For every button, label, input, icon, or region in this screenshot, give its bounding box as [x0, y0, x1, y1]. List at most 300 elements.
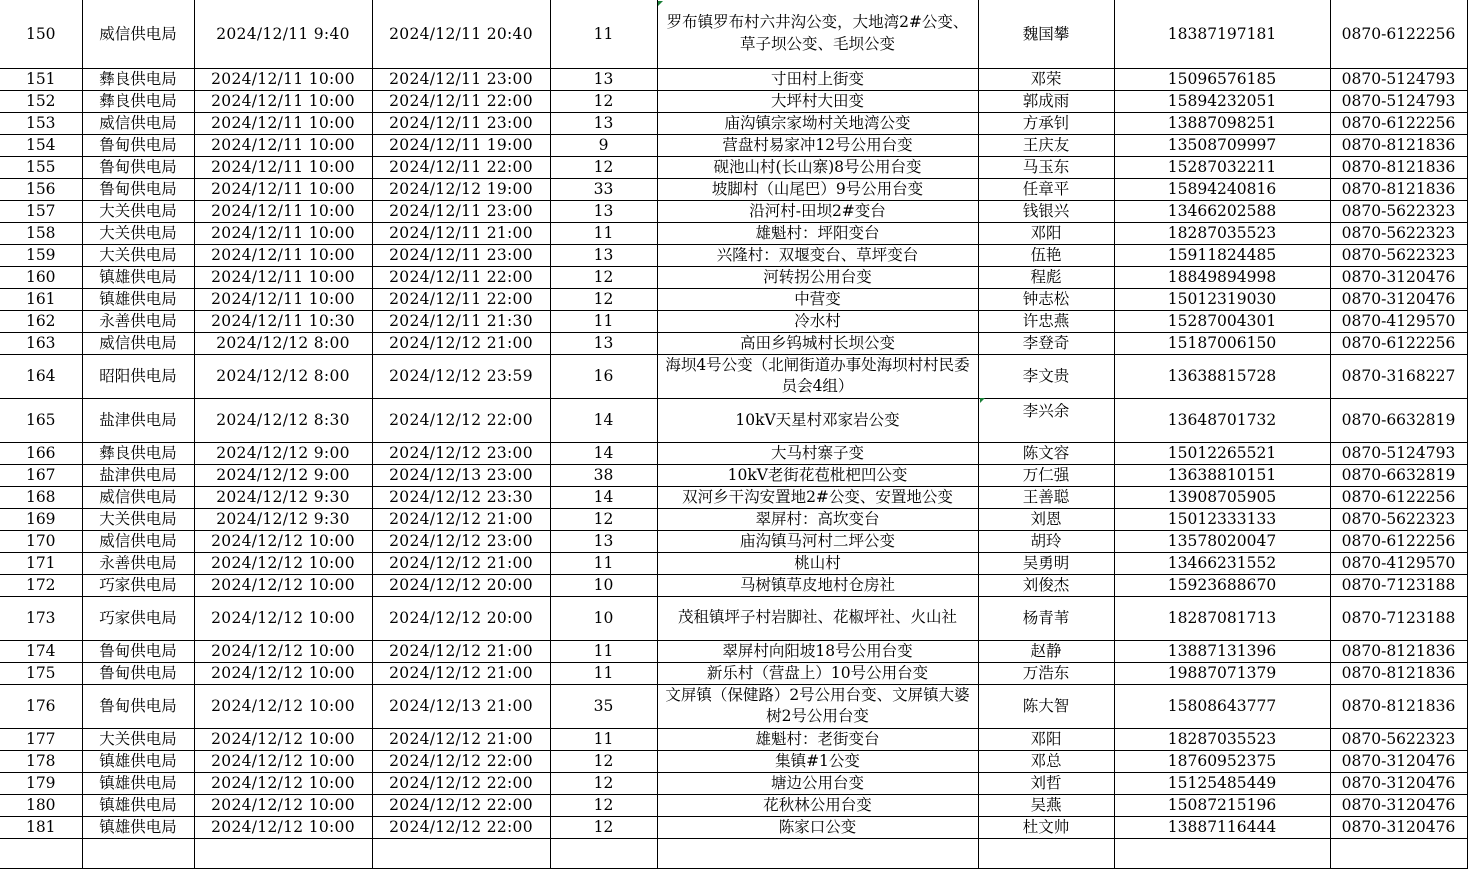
end-time-cell: 2024/12/11 22:00: [372, 288, 550, 310]
outage-area-cell: 庙沟镇宗家坳村关地湾公变: [657, 112, 978, 134]
table-row: [0, 442, 1467, 464]
end-time-cell: 2024/12/12 20:00: [372, 596, 550, 640]
start-time-cell: 2024/12/11 10:00: [194, 288, 372, 310]
outage-area-cell: 集镇#1公变: [657, 750, 978, 772]
end-time-cell: 2024/12/12 23:59: [372, 354, 550, 398]
office-phone-cell: 0870-8121836: [1330, 640, 1467, 662]
end-time-cell: 2024/12/11 22:00: [372, 266, 550, 288]
outage-area-cell: 文屏镇（保健路）2号公用台变、文屏镇大婆树2号公用台变: [657, 684, 978, 728]
power-bureau-cell: 镇雄供电局: [82, 288, 194, 310]
mobile-number-cell: 15012319030: [1114, 288, 1330, 310]
contact-person-cell: 邓荣: [978, 68, 1114, 90]
power-bureau-cell: 永善供电局: [82, 552, 194, 574]
cell-comment-marker: [658, 1, 663, 6]
duration-hours-cell: 11: [550, 0, 657, 68]
end-time-cell: 2024/12/13 23:00: [372, 464, 550, 486]
duration-hours-cell: 13: [550, 530, 657, 552]
empty-cell: [0, 838, 82, 868]
start-time-cell: 2024/12/12 8:30: [194, 398, 372, 442]
table-row: [0, 486, 1467, 508]
power-bureau-cell: 威信供电局: [82, 332, 194, 354]
office-phone-cell: 0870-5124793: [1330, 68, 1467, 90]
power-bureau-cell: 大关供电局: [82, 728, 194, 750]
start-time-cell: 2024/12/11 10:00: [194, 112, 372, 134]
contact-person-cell: 许忠燕: [978, 310, 1114, 332]
duration-hours-cell: 13: [550, 200, 657, 222]
mobile-number-cell: 18287035523: [1114, 728, 1330, 750]
contact-person-cell: 郭成雨: [978, 90, 1114, 112]
table-row: [0, 684, 1467, 728]
start-time-cell: 2024/12/12 10:00: [194, 816, 372, 838]
contact-person-cell: 吴勇明: [978, 552, 1114, 574]
row-number-cell: 175: [0, 662, 82, 684]
start-time-cell: 2024/12/11 9:40: [194, 0, 372, 68]
table-row: [0, 310, 1467, 332]
outage-area-cell: 马树镇草皮地村仓房社: [657, 574, 978, 596]
row-number-cell: 169: [0, 508, 82, 530]
end-time-cell: 2024/12/12 22:00: [372, 772, 550, 794]
table-row: [0, 134, 1467, 156]
duration-hours-cell: 11: [550, 222, 657, 244]
mobile-number-cell: 13638810151: [1114, 464, 1330, 486]
power-bureau-cell: 大关供电局: [82, 222, 194, 244]
start-time-cell: 2024/12/11 10:00: [194, 68, 372, 90]
duration-hours-cell: 38: [550, 464, 657, 486]
end-time-cell: 2024/12/11 22:00: [372, 90, 550, 112]
outage-area-cell: 罗布镇罗布村六井沟公变，大地湾2#公变、草子坝公变、毛坝公变: [657, 0, 978, 68]
outage-area-cell: 海坝4号公变（北闸街道办事处海坝村村民委员会4组）: [657, 354, 978, 398]
outage-area-cell: 花秋林公用台变: [657, 794, 978, 816]
office-phone-cell: 0870-5622323: [1330, 728, 1467, 750]
start-time-cell: 2024/12/12 10:00: [194, 640, 372, 662]
mobile-number-cell: 15911824485: [1114, 244, 1330, 266]
table-row: [0, 772, 1467, 794]
row-number-cell: 170: [0, 530, 82, 552]
mobile-number-cell: 15187006150: [1114, 332, 1330, 354]
row-number-cell: 164: [0, 354, 82, 398]
mobile-number-cell: 15808643777: [1114, 684, 1330, 728]
power-bureau-cell: 鲁甸供电局: [82, 662, 194, 684]
office-phone-cell: 0870-6632819: [1330, 464, 1467, 486]
office-phone-cell: 0870-6122256: [1330, 332, 1467, 354]
duration-hours-cell: 12: [550, 772, 657, 794]
outage-area-cell: 陈家口公变: [657, 816, 978, 838]
table-row: [0, 728, 1467, 750]
row-number-cell: 157: [0, 200, 82, 222]
table-row: [0, 750, 1467, 772]
mobile-number-cell: 13908705905: [1114, 486, 1330, 508]
row-number-cell: 181: [0, 816, 82, 838]
power-bureau-cell: 鲁甸供电局: [82, 640, 194, 662]
outage-area-cell: 翠屏村：高坎变台: [657, 508, 978, 530]
row-number-cell: 176: [0, 684, 82, 728]
outage-area-cell: 新乐村（营盘上）10号公用台变: [657, 662, 978, 684]
mobile-number-cell: 18287035523: [1114, 222, 1330, 244]
office-phone-cell: 0870-5124793: [1330, 90, 1467, 112]
row-number-cell: 166: [0, 442, 82, 464]
contact-person-cell: 刘恩: [978, 508, 1114, 530]
contact-person-cell: 李文贵: [978, 354, 1114, 398]
row-number-cell: 154: [0, 134, 82, 156]
duration-hours-cell: 11: [550, 640, 657, 662]
power-bureau-cell: 镇雄供电局: [82, 750, 194, 772]
table-row: [0, 200, 1467, 222]
end-time-cell: 2024/12/11 19:00: [372, 134, 550, 156]
power-bureau-cell: 威信供电局: [82, 112, 194, 134]
power-bureau-cell: 彝良供电局: [82, 68, 194, 90]
end-time-cell: 2024/12/11 23:00: [372, 244, 550, 266]
office-phone-cell: 0870-7123188: [1330, 596, 1467, 640]
power-bureau-cell: 威信供电局: [82, 0, 194, 68]
outage-area-cell: 中营变: [657, 288, 978, 310]
table-row: [0, 68, 1467, 90]
table-row: [0, 816, 1467, 838]
end-time-cell: 2024/12/11 20:40: [372, 0, 550, 68]
row-number-cell: 173: [0, 596, 82, 640]
mobile-number-cell: 13578020047: [1114, 530, 1330, 552]
mobile-number-cell: 15287032211: [1114, 156, 1330, 178]
office-phone-cell: 0870-6122256: [1330, 0, 1467, 68]
end-time-cell: 2024/12/12 21:00: [372, 508, 550, 530]
power-bureau-cell: 威信供电局: [82, 530, 194, 552]
row-number-cell: 161: [0, 288, 82, 310]
row-number-cell: 180: [0, 794, 82, 816]
contact-person-cell: 刘哲: [978, 772, 1114, 794]
empty-cell: [1330, 838, 1467, 868]
contact-person-cell: 程彪: [978, 266, 1114, 288]
table-row: [0, 794, 1467, 816]
table-row: [0, 222, 1467, 244]
outage-area-cell: 庙沟镇马河村二坪公变: [657, 530, 978, 552]
start-time-cell: 2024/12/11 10:00: [194, 156, 372, 178]
duration-hours-cell: 35: [550, 684, 657, 728]
contact-person-cell: 陈文容: [978, 442, 1114, 464]
contact-person-cell: 杜文帅: [978, 816, 1114, 838]
mobile-number-cell: 18849894998: [1114, 266, 1330, 288]
end-time-cell: 2024/12/12 21:00: [372, 552, 550, 574]
office-phone-cell: 0870-7123188: [1330, 574, 1467, 596]
end-time-cell: 2024/12/12 23:00: [372, 530, 550, 552]
table-row: [0, 508, 1467, 530]
office-phone-cell: 0870-3120476: [1330, 750, 1467, 772]
contact-person-cell: 陈大智: [978, 684, 1114, 728]
table-row: [0, 354, 1467, 398]
outage-area-cell: 营盘村易家冲12号公用台变: [657, 134, 978, 156]
row-number-cell: 168: [0, 486, 82, 508]
duration-hours-cell: 11: [550, 552, 657, 574]
office-phone-cell: 0870-6122256: [1330, 486, 1467, 508]
table-row: [0, 178, 1467, 200]
row-number-cell: 162: [0, 310, 82, 332]
contact-person-cell: 钟志松: [978, 288, 1114, 310]
outage-area-cell: 大马村寨子变: [657, 442, 978, 464]
office-phone-cell: 0870-5622323: [1330, 508, 1467, 530]
contact-person-cell: 伍艳: [978, 244, 1114, 266]
duration-hours-cell: 12: [550, 90, 657, 112]
row-number-cell: 160: [0, 266, 82, 288]
end-time-cell: 2024/12/12 21:00: [372, 728, 550, 750]
end-time-cell: 2024/12/11 23:00: [372, 68, 550, 90]
mobile-number-cell: 18760952375: [1114, 750, 1330, 772]
duration-hours-cell: 10: [550, 574, 657, 596]
duration-hours-cell: 11: [550, 310, 657, 332]
table-row: [0, 552, 1467, 574]
office-phone-cell: 0870-3120476: [1330, 266, 1467, 288]
office-phone-cell: 0870-6122256: [1330, 112, 1467, 134]
mobile-number-cell: 15894232051: [1114, 90, 1330, 112]
office-phone-cell: 0870-3120476: [1330, 794, 1467, 816]
contact-person-cell: 钱银兴: [978, 200, 1114, 222]
start-time-cell: 2024/12/12 8:00: [194, 332, 372, 354]
outage-area-cell: 塘边公用台变: [657, 772, 978, 794]
contact-person-cell: 胡玲: [978, 530, 1114, 552]
end-time-cell: 2024/12/12 21:00: [372, 640, 550, 662]
table-row: [0, 398, 1467, 442]
empty-cell: [194, 838, 372, 868]
outage-area-cell: 坡脚村（山尾巴）9号公用台变: [657, 178, 978, 200]
duration-hours-cell: 9: [550, 134, 657, 156]
power-bureau-cell: 彝良供电局: [82, 442, 194, 464]
contact-person-cell: 万浩东: [978, 662, 1114, 684]
outage-area-cell: 兴隆村：双堰变台、草坪变台: [657, 244, 978, 266]
start-time-cell: 2024/12/11 10:00: [194, 178, 372, 200]
end-time-cell: 2024/12/11 21:00: [372, 222, 550, 244]
office-phone-cell: 0870-8121836: [1330, 156, 1467, 178]
table-row: [0, 266, 1467, 288]
power-bureau-cell: 鲁甸供电局: [82, 156, 194, 178]
duration-hours-cell: 12: [550, 750, 657, 772]
mobile-number-cell: 13638815728: [1114, 354, 1330, 398]
start-time-cell: 2024/12/11 10:00: [194, 244, 372, 266]
office-phone-cell: 0870-8121836: [1330, 662, 1467, 684]
end-time-cell: 2024/12/11 21:30: [372, 310, 550, 332]
row-number-cell: 167: [0, 464, 82, 486]
duration-hours-cell: 33: [550, 178, 657, 200]
office-phone-cell: 0870-8121836: [1330, 684, 1467, 728]
table-row: [0, 244, 1467, 266]
outage-area-cell: 10kV老街花苞枇杷凹公变: [657, 464, 978, 486]
office-phone-cell: 0870-5622323: [1330, 222, 1467, 244]
mobile-number-cell: 13887116444: [1114, 816, 1330, 838]
contact-person-cell: 吴燕: [978, 794, 1114, 816]
mobile-number-cell: 13648701732: [1114, 398, 1330, 442]
row-number-cell: 156: [0, 178, 82, 200]
end-time-cell: 2024/12/12 19:00: [372, 178, 550, 200]
start-time-cell: 2024/12/12 10:00: [194, 684, 372, 728]
end-time-cell: 2024/12/12 21:00: [372, 662, 550, 684]
end-time-cell: 2024/12/12 22:00: [372, 794, 550, 816]
table-row: [0, 662, 1467, 684]
power-bureau-cell: 镇雄供电局: [82, 772, 194, 794]
row-number-cell: 163: [0, 332, 82, 354]
duration-hours-cell: 11: [550, 662, 657, 684]
power-bureau-cell: 巧家供电局: [82, 596, 194, 640]
empty-cell: [978, 838, 1114, 868]
start-time-cell: 2024/12/11 10:00: [194, 200, 372, 222]
start-time-cell: 2024/12/12 10:00: [194, 596, 372, 640]
mobile-number-cell: 18287081713: [1114, 596, 1330, 640]
duration-hours-cell: 13: [550, 68, 657, 90]
start-time-cell: 2024/12/11 10:00: [194, 222, 372, 244]
start-time-cell: 2024/12/11 10:00: [194, 90, 372, 112]
power-bureau-cell: 镇雄供电局: [82, 266, 194, 288]
mobile-number-cell: 13887098251: [1114, 112, 1330, 134]
duration-hours-cell: 14: [550, 486, 657, 508]
table-row: [0, 156, 1467, 178]
row-number-cell: 178: [0, 750, 82, 772]
outage-area-cell: 大坪村大田变: [657, 90, 978, 112]
table-row-partial: [0, 838, 1467, 868]
start-time-cell: 2024/12/12 10:00: [194, 530, 372, 552]
duration-hours-cell: 12: [550, 288, 657, 310]
office-phone-cell: 0870-6632819: [1330, 398, 1467, 442]
contact-person-cell: 邓总: [978, 750, 1114, 772]
row-number-cell: 177: [0, 728, 82, 750]
office-phone-cell: 0870-4129570: [1330, 310, 1467, 332]
outage-area-cell: 翠屏村向阳坡18号公用台变: [657, 640, 978, 662]
mobile-number-cell: 15012265521: [1114, 442, 1330, 464]
start-time-cell: 2024/12/11 10:30: [194, 310, 372, 332]
contact-person-cell: 王庆友: [978, 134, 1114, 156]
outage-area-cell: 10kV天星村邓家岩公变: [657, 398, 978, 442]
duration-hours-cell: 11: [550, 728, 657, 750]
outage-area-cell: 高田乡钨城村长坝公变: [657, 332, 978, 354]
start-time-cell: 2024/12/12 10:00: [194, 772, 372, 794]
row-number-cell: 153: [0, 112, 82, 134]
power-bureau-cell: 鲁甸供电局: [82, 684, 194, 728]
contact-person-cell: 杨青苇: [978, 596, 1114, 640]
row-number-cell: 152: [0, 90, 82, 112]
end-time-cell: 2024/12/12 22:00: [372, 816, 550, 838]
office-phone-cell: 0870-5622323: [1330, 244, 1467, 266]
end-time-cell: 2024/12/12 20:00: [372, 574, 550, 596]
table-row: [0, 288, 1467, 310]
power-bureau-cell: 大关供电局: [82, 200, 194, 222]
table-row: [0, 530, 1467, 552]
end-time-cell: 2024/12/11 23:00: [372, 200, 550, 222]
duration-hours-cell: 13: [550, 112, 657, 134]
duration-hours-cell: 14: [550, 442, 657, 464]
mobile-number-cell: 15096576185: [1114, 68, 1330, 90]
power-bureau-cell: 昭阳供电局: [82, 354, 194, 398]
power-bureau-cell: 镇雄供电局: [82, 794, 194, 816]
end-time-cell: 2024/12/12 21:00: [372, 332, 550, 354]
contact-person-cell: 马玉东: [978, 156, 1114, 178]
power-bureau-cell: 镇雄供电局: [82, 816, 194, 838]
start-time-cell: 2024/12/12 10:00: [194, 662, 372, 684]
table-row: [0, 640, 1467, 662]
mobile-number-cell: 18387197181: [1114, 0, 1330, 68]
table-row: [0, 574, 1467, 596]
contact-person-cell: 邓阳: [978, 728, 1114, 750]
table-row: [0, 90, 1467, 112]
row-number-cell: 150: [0, 0, 82, 68]
contact-person-cell: 任章平: [978, 178, 1114, 200]
mobile-number-cell: 15125485449: [1114, 772, 1330, 794]
outage-area-cell: 河转拐公用台变: [657, 266, 978, 288]
duration-hours-cell: 14: [550, 398, 657, 442]
row-number-cell: 179: [0, 772, 82, 794]
row-number-cell: 155: [0, 156, 82, 178]
outage-area-cell: 雄魁村：老街变台: [657, 728, 978, 750]
contact-person-cell: 刘俊杰: [978, 574, 1114, 596]
office-phone-cell: 0870-5622323: [1330, 200, 1467, 222]
mobile-number-cell: 15287004301: [1114, 310, 1330, 332]
office-phone-cell: 0870-8121836: [1330, 178, 1467, 200]
empty-cell: [657, 838, 978, 868]
mobile-number-cell: 19887071379: [1114, 662, 1330, 684]
duration-hours-cell: 10: [550, 596, 657, 640]
power-bureau-cell: 彝良供电局: [82, 90, 194, 112]
power-bureau-cell: 盐津供电局: [82, 398, 194, 442]
power-bureau-cell: 大关供电局: [82, 244, 194, 266]
duration-hours-cell: 12: [550, 156, 657, 178]
contact-person-cell: 李兴余: [978, 398, 1114, 442]
contact-person-cell: 李登奇: [978, 332, 1114, 354]
table-row: [0, 464, 1467, 486]
empty-cell: [1114, 838, 1330, 868]
row-number-cell: 165: [0, 398, 82, 442]
end-time-cell: 2024/12/12 22:00: [372, 750, 550, 772]
start-time-cell: 2024/12/12 10:00: [194, 728, 372, 750]
outage-area-cell: 茂租镇坪子村岩脚社、花椒坪社、火山社: [657, 596, 978, 640]
contact-person-cell: 邓阳: [978, 222, 1114, 244]
outage-area-cell: 桃山村: [657, 552, 978, 574]
duration-hours-cell: 12: [550, 794, 657, 816]
office-phone-cell: 0870-3120476: [1330, 816, 1467, 838]
end-time-cell: 2024/12/12 22:00: [372, 398, 550, 442]
start-time-cell: 2024/12/12 10:00: [194, 574, 372, 596]
mobile-number-cell: 13887131396: [1114, 640, 1330, 662]
start-time-cell: 2024/12/12 10:00: [194, 750, 372, 772]
row-number-cell: 172: [0, 574, 82, 596]
outage-area-cell: 雄魁村：坪阳变台: [657, 222, 978, 244]
duration-hours-cell: 13: [550, 244, 657, 266]
table-row: [0, 596, 1467, 640]
table-row: [0, 112, 1467, 134]
office-phone-cell: 0870-6122256: [1330, 530, 1467, 552]
contact-person-cell: 万仁强: [978, 464, 1114, 486]
start-time-cell: 2024/12/12 9:30: [194, 486, 372, 508]
mobile-number-cell: 13508709997: [1114, 134, 1330, 156]
start-time-cell: 2024/12/12 8:00: [194, 354, 372, 398]
contact-person-cell: 赵静: [978, 640, 1114, 662]
office-phone-cell: 0870-3120476: [1330, 772, 1467, 794]
contact-person-cell: 方承钊: [978, 112, 1114, 134]
duration-hours-cell: 12: [550, 266, 657, 288]
start-time-cell: 2024/12/11 10:00: [194, 134, 372, 156]
empty-cell: [550, 838, 657, 868]
outage-area-cell: 沿河村-田坝2#变台: [657, 200, 978, 222]
end-time-cell: 2024/12/11 23:00: [372, 112, 550, 134]
duration-hours-cell: 12: [550, 816, 657, 838]
duration-hours-cell: 12: [550, 508, 657, 530]
mobile-number-cell: 15012333133: [1114, 508, 1330, 530]
mobile-number-cell: 15087215196: [1114, 794, 1330, 816]
outage-area-cell: 寸田村上街变: [657, 68, 978, 90]
start-time-cell: 2024/12/12 9:30: [194, 508, 372, 530]
office-phone-cell: 0870-4129570: [1330, 552, 1467, 574]
power-bureau-cell: 盐津供电局: [82, 464, 194, 486]
start-time-cell: 2024/12/12 9:00: [194, 464, 372, 486]
table-row: [0, 0, 1467, 68]
row-number-cell: 159: [0, 244, 82, 266]
office-phone-cell: 0870-3120476: [1330, 288, 1467, 310]
office-phone-cell: 0870-5124793: [1330, 442, 1467, 464]
table-row: [0, 332, 1467, 354]
end-time-cell: 2024/12/12 23:00: [372, 442, 550, 464]
start-time-cell: 2024/12/11 10:00: [194, 266, 372, 288]
